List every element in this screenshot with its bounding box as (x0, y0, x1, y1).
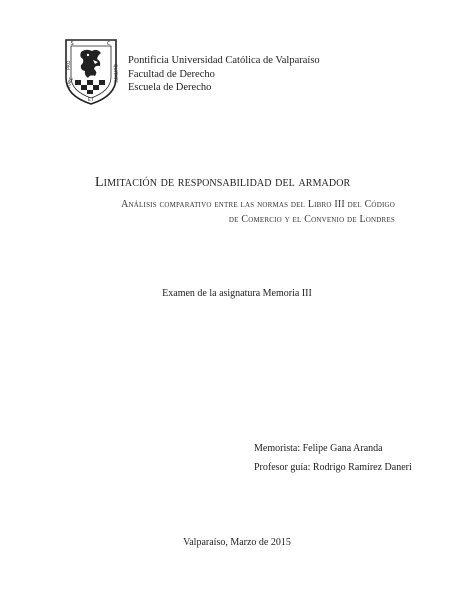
thesis-subtitle (95, 197, 395, 227)
author-line: Memorista: Felipe Gana Aranda (254, 443, 383, 454)
seal-legend-right: QUITATE (112, 64, 117, 83)
university-name: Pontificia Universidad Católica de Valparaíso (128, 55, 320, 66)
exam-description: Examen de la asignatura Memoria III (162, 288, 312, 299)
subtitle-line-2: de Comercio y el Convenio de Londres (228, 214, 395, 225)
advisor-line: Profesor guía: Rodrigo Ramírez Daneri (254, 462, 412, 473)
faculty-name: Facultad de Derecho (128, 68, 215, 80)
seal-legend-bottom: ET (88, 98, 94, 103)
school-name: Escuela de Derecho (128, 82, 212, 93)
seal-letter-left: S (70, 41, 74, 47)
credits-block (254, 439, 412, 477)
subtitle-line-1: Análisis comparativo entre las normas del Libro III del Código (121, 199, 395, 210)
university-seal-icon (64, 38, 118, 106)
seal-legend-left: PRO (67, 60, 72, 70)
seal-legend-left-2: JURE (66, 76, 75, 89)
seal-letter-right: C (107, 41, 111, 47)
institution-block (128, 54, 320, 95)
place-and-date: Valparaíso, Marzo de 2015 (183, 537, 291, 548)
thesis-title: Limitación de responsabilidad del armador (95, 175, 351, 190)
